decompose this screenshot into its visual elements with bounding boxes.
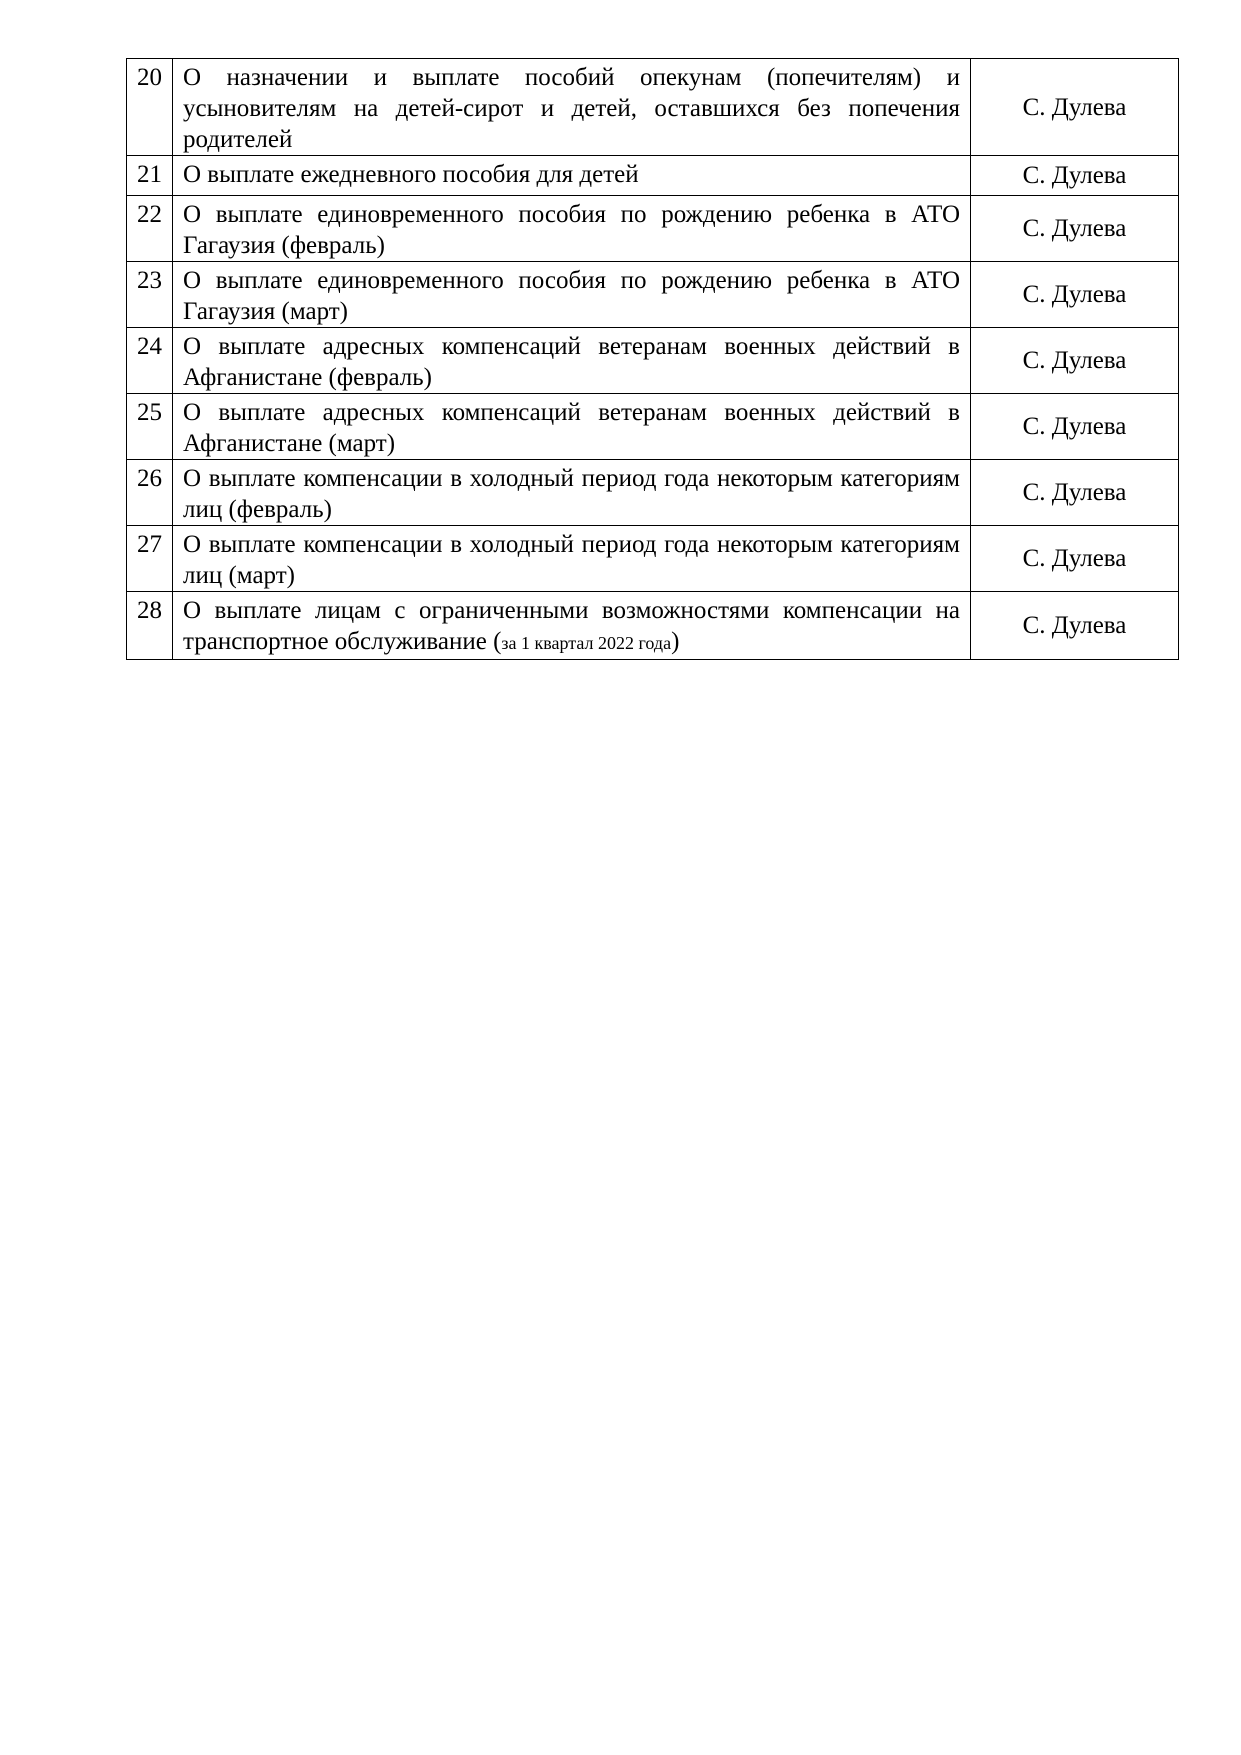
- row-number: 27: [127, 526, 173, 592]
- row-responsible: С. Дулева: [971, 196, 1179, 262]
- row-title: О выплате ежедневного пособия для детей: [173, 156, 971, 196]
- table-row: [127, 460, 1179, 526]
- row-responsible: С. Дулева: [971, 328, 1179, 394]
- row-title: О назначении и выплате пособий опекунам (попечителям) и усыновителям на детей-сирот и детей, оставшихся без попечения родителей: [173, 59, 971, 156]
- row-responsible: С. Дулева: [971, 460, 1179, 526]
- row-title-container: [173, 592, 971, 660]
- table-row: [127, 394, 1179, 460]
- table-row: [127, 156, 1179, 196]
- row-number: 24: [127, 328, 173, 394]
- row-number: 25: [127, 394, 173, 460]
- table-row: [127, 196, 1179, 262]
- row-responsible: С. Дулева: [971, 156, 1179, 196]
- table-row: [127, 262, 1179, 328]
- table-row: [127, 526, 1179, 592]
- agenda-table: [126, 58, 1179, 660]
- row-title: О выплате компенсации в холодный период года некоторым категориям лиц (март): [173, 526, 971, 592]
- row-number: 21: [127, 156, 173, 196]
- row-responsible: С. Дулева: [971, 394, 1179, 460]
- row-responsible: С. Дулева: [971, 59, 1179, 156]
- row-number: 26: [127, 460, 173, 526]
- row-title: О выплате единовременного пособия по рождению ребенка в АТО Гагаузия (март): [173, 262, 971, 328]
- row-number: 22: [127, 196, 173, 262]
- row-title-note: за 1 квартал 2022 года: [501, 633, 672, 653]
- row-title: О выплате адресных компенсаций ветеранам военных действий в Афганистане (март): [173, 394, 971, 460]
- row-title: О выплате компенсации в холодный период года некоторым категориям лиц (февраль): [173, 460, 971, 526]
- row-title: О выплате единовременного пособия по рождению ребенка в АТО Гагаузия (февраль): [173, 196, 971, 262]
- row-number: 23: [127, 262, 173, 328]
- row-responsible: С. Дулева: [971, 262, 1179, 328]
- table-row: [127, 328, 1179, 394]
- row-title: О выплате лицам с ограниченными возможностями компенсации на транспортное обслуживание (: [183, 597, 960, 655]
- row-title-end: ): [671, 628, 680, 655]
- table-row: [127, 59, 1179, 156]
- row-responsible: С. Дулева: [971, 526, 1179, 592]
- table-row: [127, 592, 1179, 660]
- row-number: 20: [127, 59, 173, 156]
- row-number: 28: [127, 592, 173, 660]
- row-responsible: С. Дулева: [971, 592, 1179, 660]
- row-title: О выплате адресных компенсаций ветеранам военных действий в Афганистане (февраль): [173, 328, 971, 394]
